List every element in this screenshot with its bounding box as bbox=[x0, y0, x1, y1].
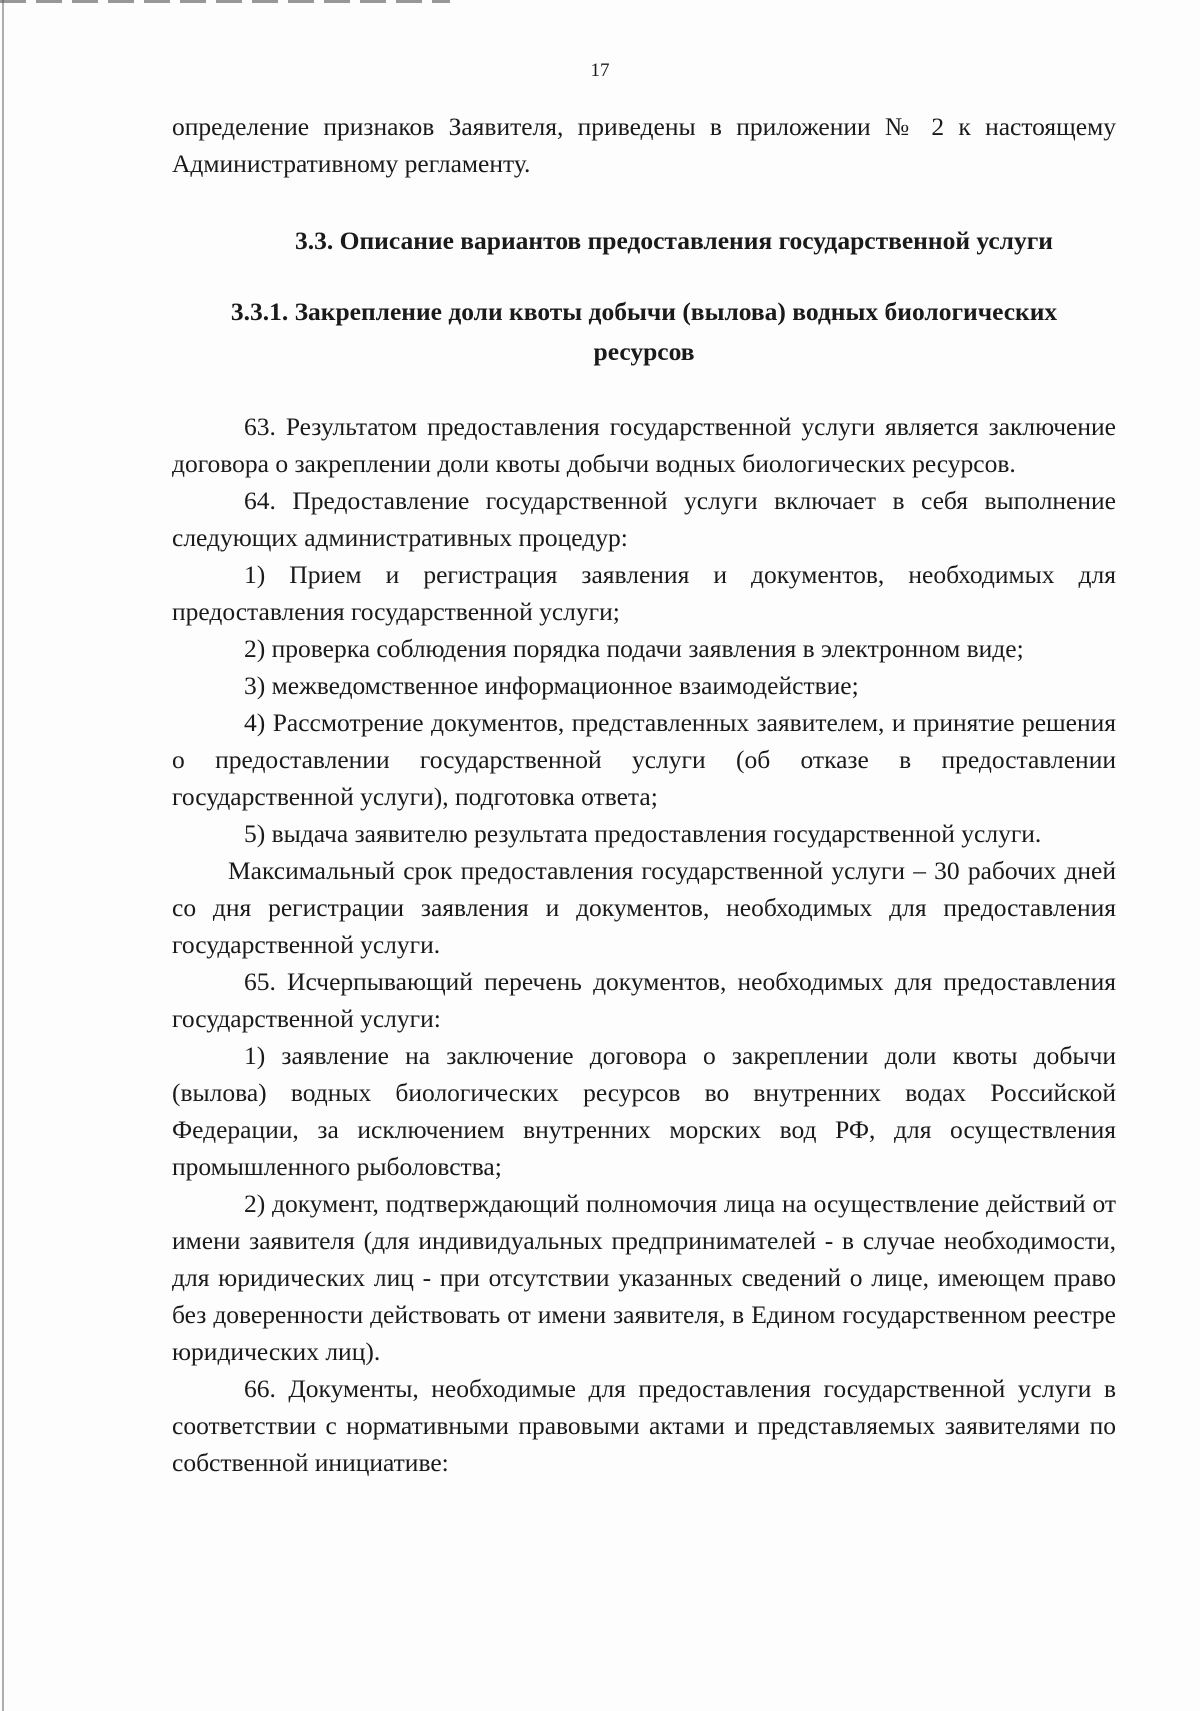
paragraph-64: 64. Предоставление государственной услуги включает в себя выполнение следующих административных процедур: bbox=[172, 486, 1116, 552]
list-item-5: 5) выдача заявителю результата предоставления государственной услуги. bbox=[244, 819, 1042, 848]
list-item-1: 1) Прием и регистрация заявления и документов, необходимых для предоставления государственной услуги; bbox=[172, 560, 1116, 626]
page-number: 17 bbox=[590, 60, 610, 81]
scan-top-mark bbox=[0, 0, 450, 3]
document-body bbox=[172, 108, 1116, 1481]
list-item-3: 3) межведомственное информационное взаимодействие; bbox=[244, 671, 859, 700]
subsection-heading-line-1: 3.3.1. Закрепление доли квоты добычи (вылова) водных биологических bbox=[230, 297, 1058, 326]
subsection-heading-line-2: ресурсов bbox=[593, 337, 695, 366]
subsection-heading bbox=[172, 292, 1116, 372]
section-heading: 3.3. Описание вариантов предоставления государственной услуги bbox=[294, 226, 1053, 255]
list-item-4: 4) Рассмотрение документов, представленных заявителем, и принятие решения о предоставлении государственной услуги (об отказе в предоставлении государственной услуги), подготовка ответа; bbox=[172, 708, 1116, 811]
document-list-item-2: 2) документ, подтверждающий полномочия лица на осуществление действий от имени заявителя (для индивидуальных предпринимателей - в случае необходимости, для юридических лиц - при отсутствии указанных сведений о лице, имеющем право без доверенности действовать от имени заявителя, в Едином государственном реестре юридических лиц). bbox=[172, 1189, 1116, 1366]
paragraph-65: 65. Исчерпывающий перечень документов, необходимых для предоставления государственной услуги: bbox=[172, 967, 1116, 1033]
list-item-2: 2) проверка соблюдения порядка подачи заявления в электронном виде; bbox=[244, 634, 1024, 663]
document-list-item-1: 1) заявление на заключение договора о закреплении доли квоты добычи (вылова) водных биологических ресурсов во внутренних водах Российской Федерации, за исключением внутренних морских вод РФ, для осуществления промышленного рыболовства; bbox=[172, 1041, 1116, 1181]
max-term-paragraph: Максимальный срок предоставления государственной услуги – 30 рабочих дней со дня регистрации заявления и документов, необходимых для предоставления государственной услуги. bbox=[172, 856, 1116, 959]
intro-paragraph: определение признаков Заявителя, приведены в приложении № 2 к настоящему Административному регламенту. bbox=[172, 112, 1116, 178]
paragraph-63: 63. Результатом предоставления государственной услуги является заключение договора о закреплении доли квоты добычи водных биологических ресурсов. bbox=[172, 412, 1116, 478]
paragraph-66: 66. Документы, необходимые для предоставления государственной услуги в соответствии с нормативными правовыми актами и представляемых заявителями по собственной инициативе: bbox=[172, 1374, 1116, 1477]
scan-edge-shadow bbox=[2, 0, 4, 1711]
